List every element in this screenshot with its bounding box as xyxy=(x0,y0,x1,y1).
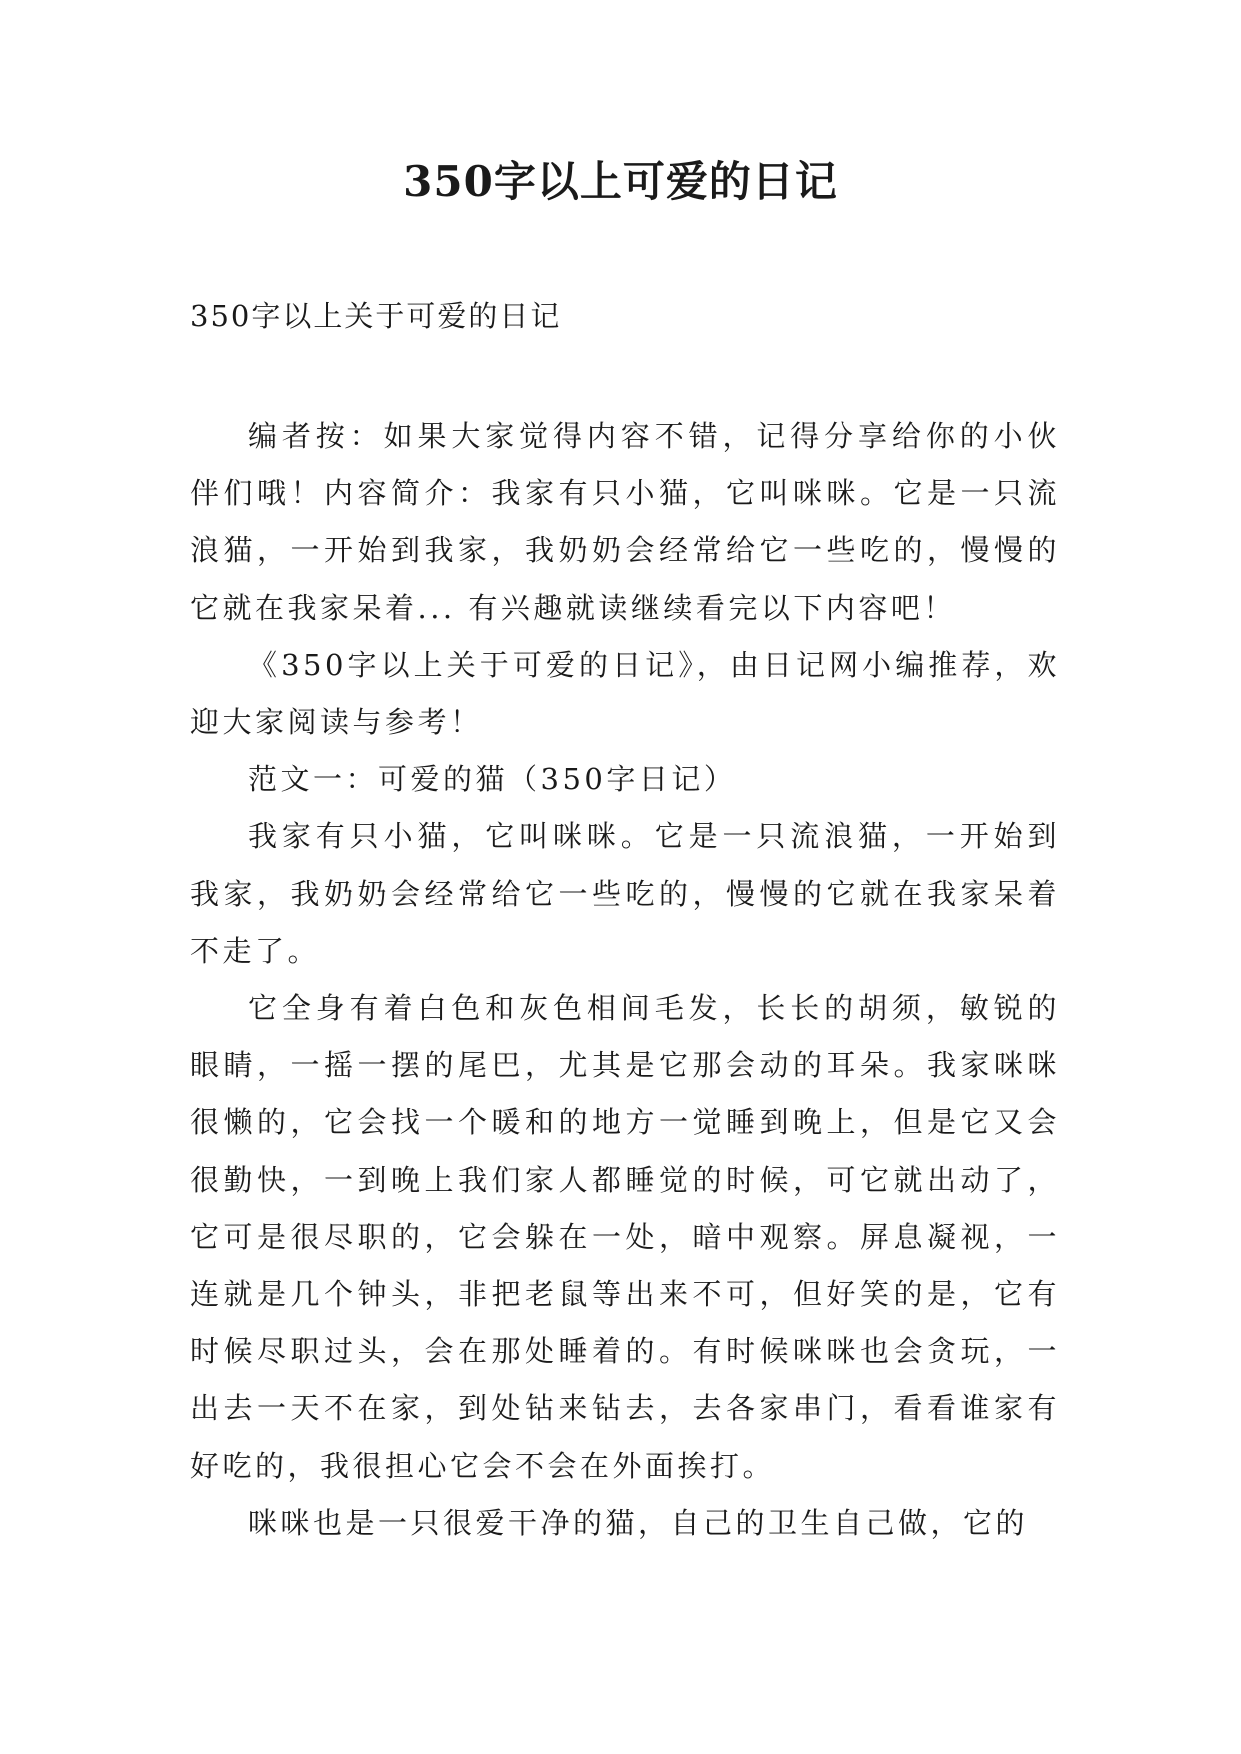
paragraph: 它全身有着白色和灰色相间毛发，长长的胡须，敏锐的眼睛，一摇一摆的尾巴，尤其是它那会动的耳朵。我家咪咪很懒的，它会找一个暖和的地方一觉睡到晚上，但是它又会很勤快，一到晚上我们家人都睡觉的时候，可它就出动了，它可是很尽职的，它会躲在一处，暗中观察。屏息凝视，一连就是几个钟头，非把老鼠等出来不可，但好笑的是，它有时候尽职过头，会在那处睡着的。有时候咪咪也会贪玩，一出去一天不在家，到处钻来钻去，去各家串门，看看谁家有好吃的，我很担心它会不会在外面挨打。 xyxy=(190,991,1060,1483)
paragraph-editor-note: 编者按：如果大家觉得内容不错，记得分享给你的小伙伴们哦！内容简介：我家有只小猫，它叫咪咪。它是一只流浪猫，一开始到我家，我奶奶会经常给它一些吃的，慢慢的它就在我家呆着... 有兴趣就读继续看完以下内容吧！ xyxy=(190,419,1060,625)
paragraph: 咪咪也是一只很爱干净的猫，自己的卫生自己做，它的 xyxy=(248,1505,1029,1540)
paragraph-sample-heading: 范文一：可爱的猫（350字日记） xyxy=(248,762,737,797)
paragraph-recommendation: 《350字以上关于可爱的日记》，由日记网小编推荐，欢迎大家阅读与参考！ xyxy=(190,647,1060,740)
document-title: 350字以上可爱的日记 xyxy=(403,157,838,206)
document-body xyxy=(190,408,1060,1552)
document-subtitle: 350字以上关于可爱的日记 xyxy=(190,299,562,333)
paragraph: 我家有只小猫，它叫咪咪。它是一只流浪猫，一开始到我家，我奶奶会经常给它一些吃的，慢慢的它就在我家呆着不走了。 xyxy=(190,819,1060,968)
